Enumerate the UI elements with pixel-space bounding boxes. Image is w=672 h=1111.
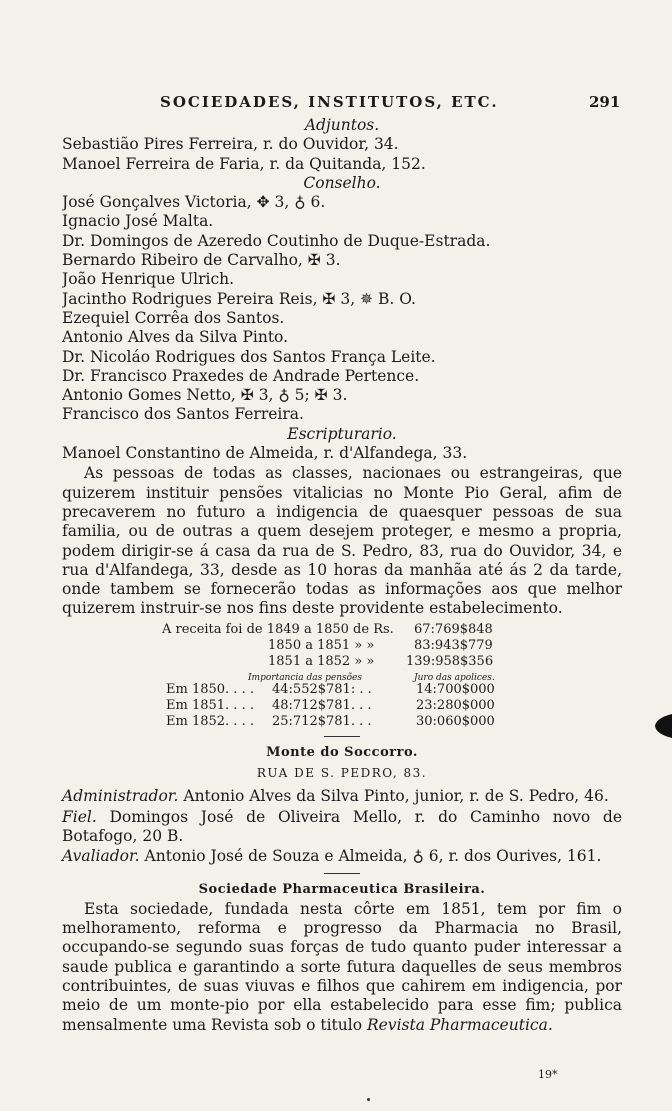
adjunto-line: Sebastião Pires Ferreira, r. do Ouvidor, 34. bbox=[62, 135, 399, 154]
conselho-member: Jacintho Rodrigues Pereira Reis, ✠ 3, ✵ B. O. bbox=[62, 289, 416, 308]
year-row bbox=[62, 698, 622, 714]
receita-label: 1851 a 1852 » » bbox=[268, 653, 375, 669]
juro-value: 30:060$000 bbox=[416, 713, 495, 729]
escripturario-line: Manoel Constantino de Almeida, r. d'Alfandega, 33. bbox=[62, 444, 468, 463]
section-divider bbox=[324, 873, 360, 874]
receita-value: 83:943$779 bbox=[414, 637, 493, 653]
col-head-importancia: Importancia das pensões bbox=[248, 672, 362, 683]
conselho-member: Dr. Francisco Praxedes de Andrade Pertence. bbox=[62, 366, 420, 385]
conselho-member: Ezequiel Corrêa dos Santos. bbox=[62, 308, 285, 327]
page-content bbox=[62, 116, 622, 1035]
entry-label: Fiel. bbox=[62, 807, 97, 826]
journal-title: Revista Pharmaceutica. bbox=[366, 1015, 553, 1034]
receita-value: 67:769$848 bbox=[414, 621, 493, 637]
receita-value: 139:958$356 bbox=[406, 653, 494, 669]
monte-pio-paragraph: As pessoas de todas as classes, nacionaes ou estrangeiras, que quizerem instituir pensões vitalicias no Monte Pio Geral, afim de precaverem no futuro a indigencia de quaesquer pessoas de sua familia, ou de outras a quem desejem proteger, e mesmo a propria, podem dirigir-se á casa da rua de S. Pedro, 83, rua do Ouvidor, 34, e rua d'Alfandega, 33, desde as 10 horas da manhãa até ás 2 da tarde, onde tambem se fornecerão todas as informações aos que melhor quizerem instruir-se nos fins deste providente estabelecimento. bbox=[62, 464, 622, 618]
conselho-member: Ignacio José Malta. bbox=[62, 212, 214, 231]
adjuntos-heading: Adjuntos. bbox=[304, 116, 380, 134]
conselho-heading: Conselho. bbox=[303, 173, 381, 192]
conselho-member: Dr. Nicoláo Rodrigues dos Santos França Leite. bbox=[62, 347, 436, 366]
running-title: SOCIEDADES, INSTITUTOS, ETC. bbox=[160, 93, 499, 111]
receita-row bbox=[62, 638, 622, 654]
pharmaceutica-paragraph bbox=[62, 900, 622, 1035]
monte-socorro-title: Monte do Soccorro. bbox=[266, 744, 418, 760]
entry-text: Antonio Alves da Silva Pinto, junior, r. de S. Pedro, 46. bbox=[183, 787, 609, 806]
conselho-member: José Gonçalves Victoria, ✥ 3, ♁ 6. bbox=[62, 193, 326, 212]
year-label: Em 1851. . . . bbox=[166, 697, 254, 713]
year-label: Em 1852. . . . bbox=[166, 713, 254, 729]
conselho-member: Antonio Alves da Silva Pinto. bbox=[62, 328, 289, 347]
receita-row bbox=[62, 622, 622, 638]
conselho-member: Francisco dos Santos Ferreira. bbox=[62, 405, 304, 424]
juro-value: 14:700$000 bbox=[416, 681, 495, 697]
running-header bbox=[0, 93, 672, 113]
year-row bbox=[62, 714, 622, 730]
year-label: Em 1850. . . . bbox=[166, 681, 254, 697]
monte-socorro-entry bbox=[62, 787, 622, 806]
receita-row bbox=[62, 654, 622, 670]
conselho-member: João Henrique Ulrich. bbox=[62, 270, 235, 289]
monte-socorro-entry bbox=[62, 847, 622, 866]
entry-label: Avaliador. bbox=[62, 847, 140, 866]
juro-value: 23:280$000 bbox=[416, 697, 495, 713]
page-edge-mark bbox=[650, 714, 672, 738]
page-number: 291 bbox=[589, 93, 621, 111]
monte-socorro-entry bbox=[62, 808, 622, 847]
escripturario-heading: Escripturario. bbox=[287, 424, 397, 443]
signature-mark: 19* bbox=[538, 1068, 558, 1081]
col-head-juro: Juro das apolices. bbox=[414, 672, 495, 683]
importancia-value: 48:712$781. . . bbox=[272, 697, 372, 713]
receita-label: A receita foi de 1849 a 1850 de Rs. bbox=[162, 621, 394, 637]
importancia-value: 44:552$781: . . bbox=[272, 681, 372, 697]
entry-text: Antonio José de Souza e Almeida, ♁ 6, r. dos Ourives, 161. bbox=[144, 847, 602, 866]
conselho-member: Antonio Gomes Netto, ✠ 3, ♁ 5; ✠ 3. bbox=[62, 386, 348, 405]
conselho-member: Dr. Domingos de Azeredo Coutinho de Duque-Estrada. bbox=[62, 231, 491, 250]
print-dot bbox=[367, 1098, 370, 1101]
receita-table bbox=[62, 622, 622, 730]
importancia-value: 25:712$781. . . bbox=[272, 713, 372, 729]
entry-text: Domingos José de Oliveira Mello, r. do Caminho novo de Botafogo, 20 B. bbox=[62, 807, 622, 845]
receita-label: 1850 a 1851 » » bbox=[268, 637, 375, 653]
pharmaceutica-text: Esta sociedade, fundada nesta côrte em 1851, tem por fim o melhoramento, reforma e progresso da Pharmacia no Brasil, occupando-se segundo suas forças de tudo quanto puder interessar a saude publica e garantindo a sorte futura daquelles de seus membros contribuintes, de suas viuvas e filhos que cahirem em indigencia, por meio de um monte-pio por ella estabelecido para esse fim; publica mensalmente uma Revista sob o titulo bbox=[62, 899, 622, 1034]
table-column-heads bbox=[62, 670, 622, 682]
adjunto-line: Manoel Ferreira de Faria, r. da Quitanda, 152. bbox=[62, 154, 426, 173]
monte-socorro-address: RUA DE S. PEDRO, 83. bbox=[256, 766, 428, 781]
entry-label: Administrador. bbox=[62, 787, 179, 806]
section-divider bbox=[324, 736, 360, 737]
year-row bbox=[62, 682, 622, 698]
pharmaceutica-title: Sociedade Pharmaceutica Brasileira. bbox=[198, 881, 486, 897]
conselho-member: Bernardo Ribeiro de Carvalho, ✠ 3. bbox=[62, 251, 341, 270]
